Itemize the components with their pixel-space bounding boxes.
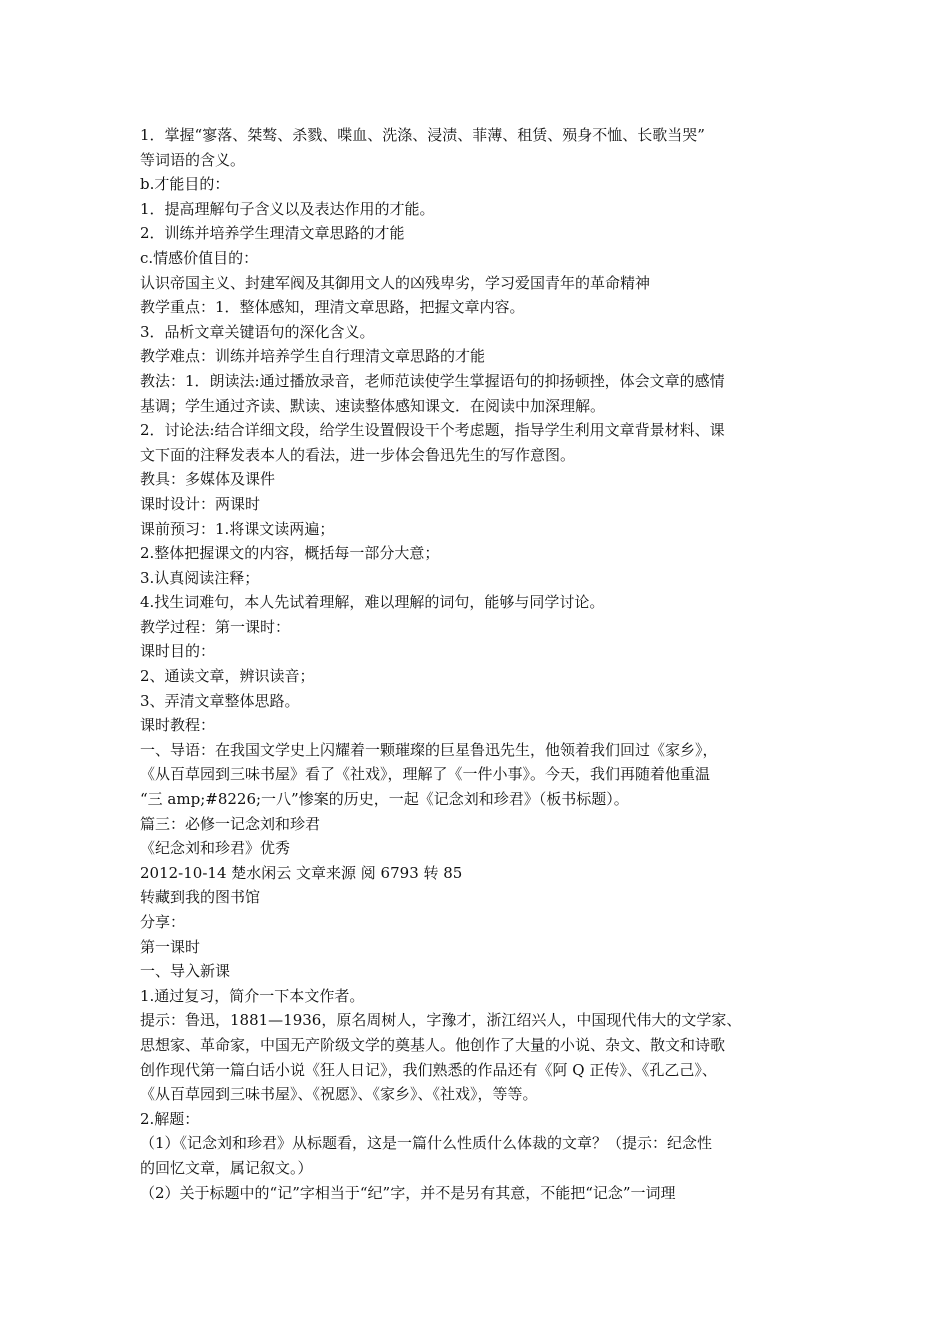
text-line: 2、通读文章，辨识读音； xyxy=(140,667,315,686)
article-title: 《纪念刘和珍君》优秀 xyxy=(140,839,291,858)
text-line: 教学过程：第一课时： xyxy=(140,617,291,636)
text-line: 的回忆文章，属记叙文。） xyxy=(140,1158,313,1177)
text-line: 教学难点：训练并培养学生自行理清文章思路的才能 xyxy=(140,347,486,366)
text-line: 课前预习：1.将课文读两遍； xyxy=(140,519,335,538)
text-line: 提示：鲁迅，1881—1936，原名周树人，字豫才，浙江绍兴人，中国现代伟大的文学家、 xyxy=(140,1011,742,1030)
text-line: 课时目的： xyxy=(140,642,216,661)
text-line: 3．品析文章关键语句的深化含义。 xyxy=(140,322,375,341)
text-line: 思想家、革命家，中国无产阶级文学的奠基人。他创作了大量的小说、杂文、散文和诗歌 xyxy=(140,1035,726,1054)
text-line: 课时设计：两课时 xyxy=(140,494,261,513)
text-line: c.情感价值目的： xyxy=(140,248,259,267)
text-line: 2.整体把握课文的内容，概括每一部分大意； xyxy=(140,544,440,563)
text-line: 创作现代第一篇白话小说《狂人日记》，我们熟悉的作品还有《阿 Q 正传》、《孔乙己》、 xyxy=(140,1060,717,1079)
text-line: 教具：多媒体及课件 xyxy=(140,470,276,489)
text-line: 1．掌握“寥落、桀骜、杀戮、喋血、洗涤、浸渍、菲薄、租赁、殒身不恤、长歌当哭” xyxy=(140,126,705,144)
text-line: 基调；学生通过齐读、默读、速读整体感知课文．在阅读中加深理解。 xyxy=(140,396,606,415)
article-meta: 2012-10-14 楚水闲云 文章来源 阅 6793 转 85 xyxy=(140,863,463,882)
text-line: 认识帝国主义、封建军阀及其御用文人的凶残卑劣，学习爱国青年的革命精神 xyxy=(140,273,651,292)
section-heading: 篇三：必修一记念刘和珍君 xyxy=(140,814,321,833)
text-line: 4.找生词难句，本人先试着理解，难以理解的词句，能够与同学讨论。 xyxy=(140,593,605,612)
text-line: 2．讨论法:结合详细文段，给学生设置假设干个考虑题，指导学生利用文章背景材料、课 xyxy=(140,421,725,440)
text-line: 文下面的注释发表本人的看法，进一步体会鲁迅先生的写作意图。 xyxy=(140,445,576,464)
text-line: 1．提高理解句子含义以及表达作用的才能。 xyxy=(140,199,435,218)
text-line: （2）关于标题中的“记”字相当于“纪”字，并不是另有其意，不能把“记念”一词理 xyxy=(140,1183,676,1202)
text-line: 教法：1．朗读法:通过播放录音，老师范读使学生掌握语句的抑扬顿挫，体会文章的感情 xyxy=(140,371,725,390)
text-line: b.才能目的： xyxy=(140,175,230,194)
text-line: 3、弄清文章整体思路。 xyxy=(140,691,300,710)
text-line: “三 amp;#8226;一八”惨案的历史，一起《记念刘和珍君》（板书标题）。 xyxy=(140,790,629,809)
text-line: 等词语的含义。 xyxy=(140,150,246,169)
text-line: 1.通过复习，简介一下本文作者。 xyxy=(140,986,365,1005)
save-to-library-link[interactable]: 转藏到我的图书馆 xyxy=(140,888,261,907)
text-line: 2．训练并培养学生理清文章思路的才能 xyxy=(140,224,405,243)
text-line: 《从百草园到三味书屋》、《祝愿》、《家乡》、《社戏》，等等。 xyxy=(140,1085,538,1104)
text-line: 课时教程： xyxy=(140,716,216,735)
share-label: 分享： xyxy=(140,913,186,931)
text-line: 第一课时 xyxy=(140,937,201,956)
document-body xyxy=(140,123,810,1205)
text-line: 2.解题： xyxy=(140,1109,200,1128)
text-line: 教学重点：1．整体感知，理清文章思路，把握文章内容。 xyxy=(140,298,525,317)
text-line: 一、导入新课 xyxy=(140,962,231,981)
text-line: 《从百草园到三味书屋》看了《社戏》，理解了《一件小事》。今天，我们再随着他重温 xyxy=(140,765,711,784)
text-line: 一、导语：在我国文学史上闪耀着一颗璀璨的巨星鲁迅先生，他领着我们回过《家乡》， xyxy=(140,740,718,759)
text-line: 3.认真阅读注释； xyxy=(140,568,260,587)
text-line: （1）《记念刘和珍君》从标题看，这是一篇什么性质什么体裁的文章？（提示：纪念性 xyxy=(140,1134,713,1153)
